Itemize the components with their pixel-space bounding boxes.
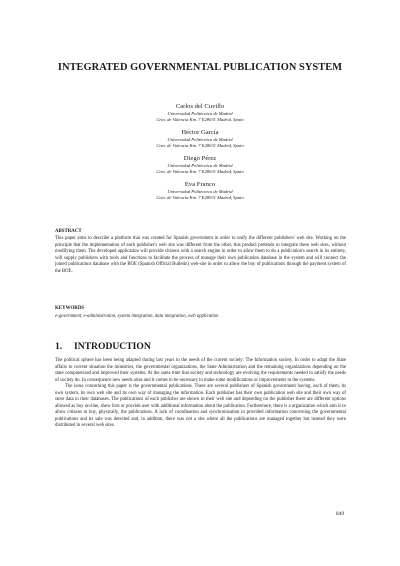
keywords-text: e-government, e-administration, system integration, data integration, web application	[55, 314, 219, 319]
body-paragraph: The issue concerning this paper is the governmental publications. There are several publishers of Spanish government having, each of them, its own system, its own web site and its own way of managing the information. Each publisher has their own publication web site and their own way of store data in their databases. The publications of each publisher are shown in their web site and depending on the publisher there are different options allowed as buy on-line, show lists or provide user with additional information about the publication. Furthermore, there is a organization which aim is to allow citizens to buy, physically, the publications. A lack of coordination and synchronization in provided information concerning the governmental publications and its sale was detected and, in addition, there was not a site where all the publications are managed together but instead they were distributed in several web sites.	[55, 384, 346, 429]
author-block	[80, 154, 320, 175]
author-block	[80, 180, 320, 201]
author-address: Crta. de Valencia Km. 7 E28031 Madrid, Spain	[156, 195, 244, 201]
abstract-heading: ABSTRACT	[55, 229, 82, 234]
author-block	[80, 128, 320, 149]
keywords-heading: KEYWORDS	[55, 306, 85, 311]
author-name: Diego Pérez	[183, 155, 217, 162]
author-name: Héctor García	[181, 129, 219, 136]
author-name: Eva Franco	[184, 181, 216, 188]
paper-title: INTEGRATED GOVERNMENTAL PUBLICATION SYSTEM	[57, 62, 343, 73]
author-address: Crta. de Valencia Km. 7 E28031 Madrid, Spain	[156, 169, 244, 175]
section-body	[55, 358, 346, 430]
author-institution: Universidad Politécnica de Madrid	[167, 189, 233, 194]
author-address: Crta. de Valencia Km. 7 E28031 Madrid, Spain	[156, 117, 244, 123]
author-institution: Universidad Politécnica de Madrid	[167, 137, 233, 142]
section-title: INTRODUCTION	[74, 341, 151, 352]
author-institution: Universidad Politécnica de Madrid	[167, 111, 233, 116]
author-institution: Universidad Politécnica de Madrid	[167, 163, 233, 168]
section-number: 1.	[55, 341, 63, 352]
author-name: Carlos del Cuvillo	[175, 103, 225, 110]
page-number: 849	[336, 511, 345, 517]
section-heading	[55, 341, 151, 353]
abstract-text: This paper aims to describe a platform that was created for Spanish government in order to unify the different publishers' web site. Working on the principle that the implementation of each publisher's web site was different from the other, this product pretends to integrate these web sites, without modifying them. The developed application will provide citizens with a search engine in order to allow them to do a publication's search in its entirety, will supply publishers with tools and functions to facilitate the process of manage their own publication database in the system and will connect the joined publications database with the BOE (Spanish Official Bulletin) web-site in order to allow the buy of publications through the payment system of the BOE.	[55, 236, 346, 274]
author-address: Crta. de Valencia Km. 7 E28031 Madrid, Spain	[156, 143, 244, 149]
author-block	[80, 102, 320, 123]
body-paragraph: The political sphere has been being adapted during last years to the needs of the current society: The Information society. In order to adapt the State affairs to current situation the ministries, the governmental organizations, the State Administration and the remaining organizations depending on the state computerized and improved their systems. At the same time that society and technology are evolving the requirements needed to satisfy the needs of society do. In consequence new needs arise and it comes to be necessary to make some modifications or improvements to the systems.	[55, 358, 346, 383]
